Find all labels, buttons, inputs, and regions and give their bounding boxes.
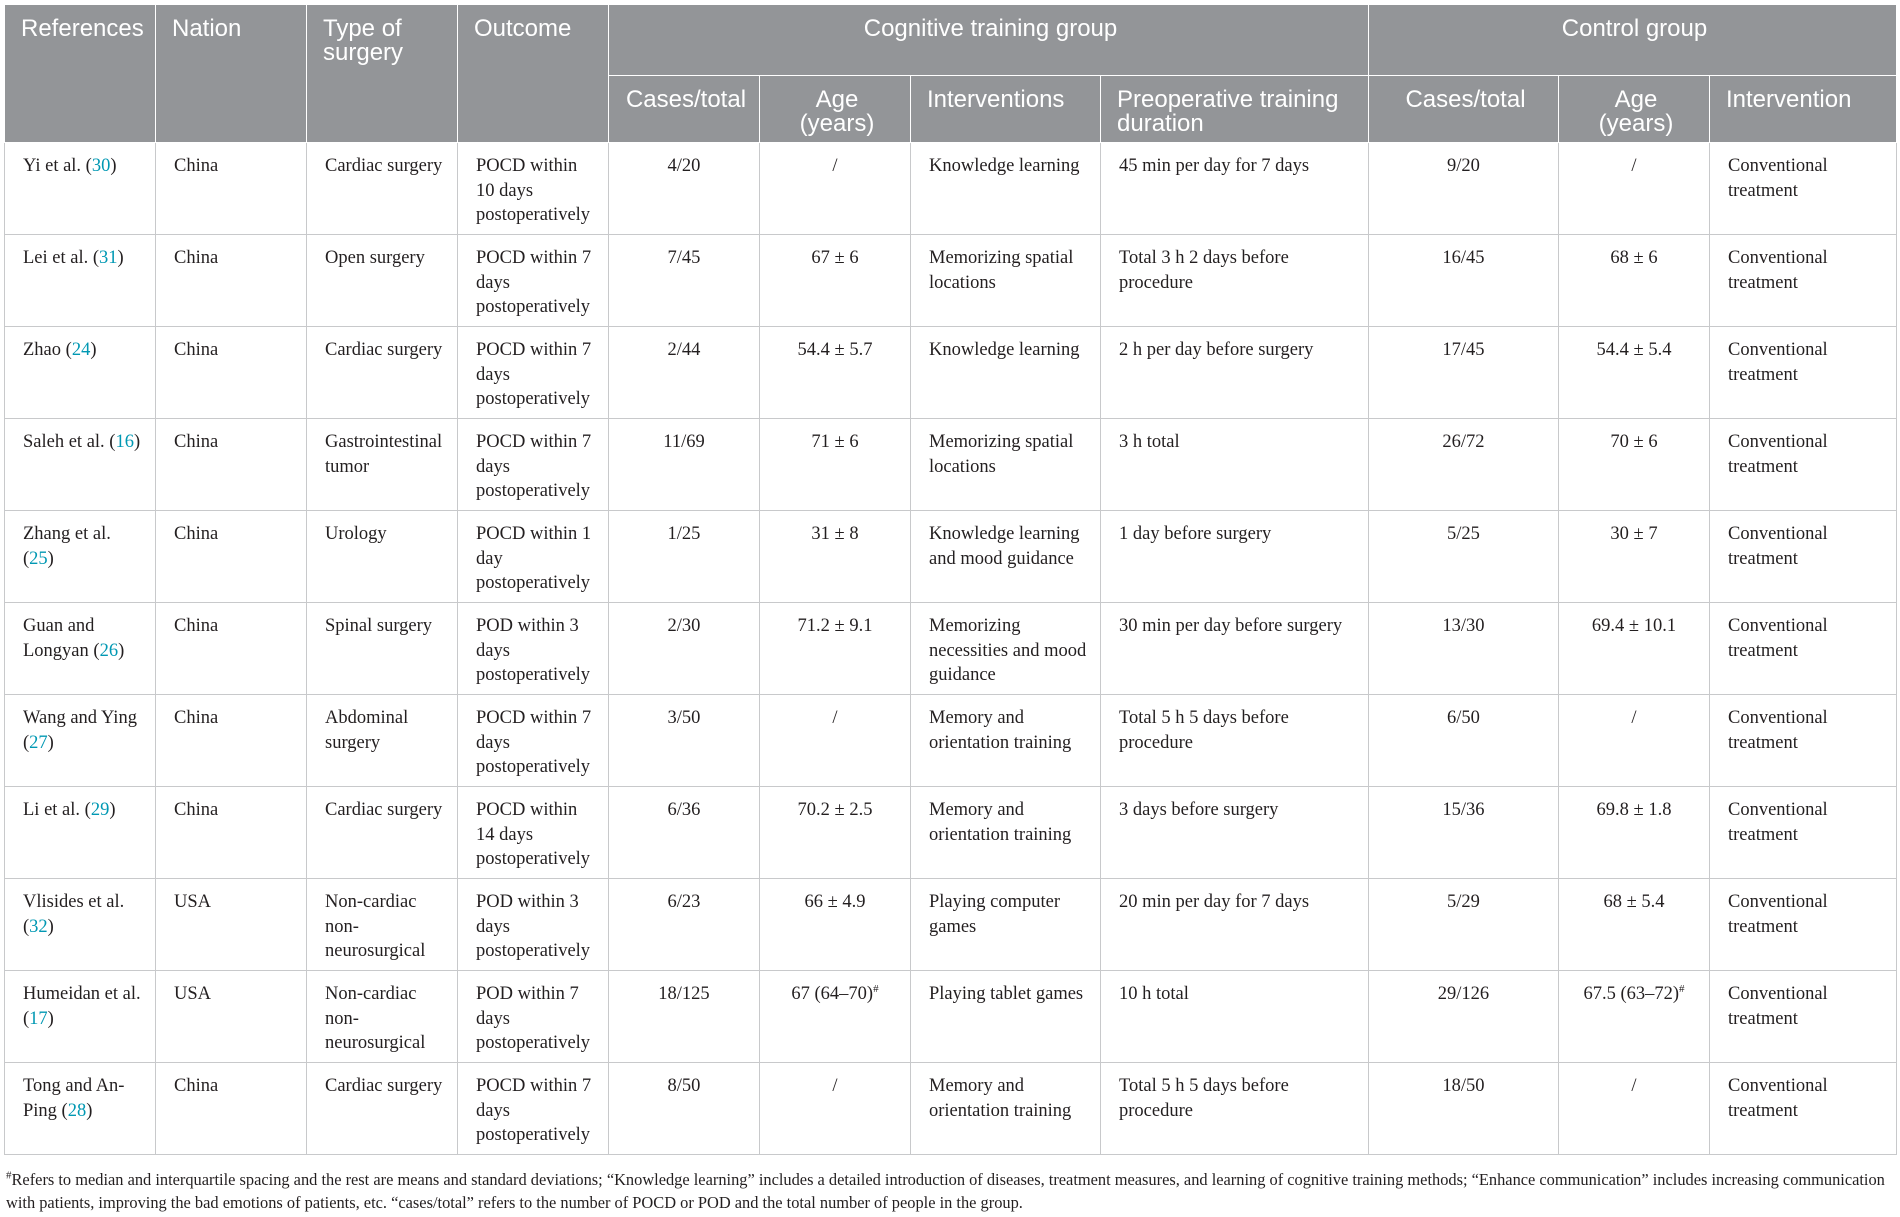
cell-outcome: POCD within 1 day postoperatively: [458, 511, 609, 603]
cell-cog-cases: 7/45: [609, 235, 760, 327]
cell-cog-duration: Total 5 h 5 days before procedure: [1101, 695, 1369, 787]
header-ctl-intervention: Intervention: [1710, 76, 1897, 143]
cell-cog-duration: 30 min per day before surgery: [1101, 603, 1369, 695]
cell-type-of-surgery: Spinal surgery: [307, 603, 458, 695]
cell-ctl-age: 70 ± 6: [1559, 419, 1710, 511]
cell-cog-age: 67 (64–70)#: [760, 971, 911, 1063]
cell-cog-age: /: [760, 695, 911, 787]
header-type-of-surgery: Type of surgery: [307, 5, 458, 143]
cell-ctl-cases: 15/36: [1369, 787, 1559, 879]
cell-cog-duration: 3 days before surgery: [1101, 787, 1369, 879]
cell-cog-intervention: Playing computer games: [911, 879, 1101, 971]
cell-cog-age: 71.2 ± 9.1: [760, 603, 911, 695]
header-cog-interventions: Interventions: [911, 76, 1101, 143]
cell-cog-age: /: [760, 143, 911, 235]
cell-cog-cases: 2/44: [609, 327, 760, 419]
cell-ctl-intervention: Conventional treatment: [1710, 603, 1897, 695]
cell-cog-cases: 3/50: [609, 695, 760, 787]
cell-type-of-surgery: Non-cardiac non-neurosurgical: [307, 971, 458, 1063]
header-cognitive-training-group: Cognitive training group: [609, 5, 1369, 76]
header-cog-cases: Cases/total: [609, 76, 760, 143]
cell-ctl-intervention: Conventional treatment: [1710, 787, 1897, 879]
cell-cog-age: 67 ± 6: [760, 235, 911, 327]
cell-nation: China: [156, 603, 307, 695]
table-row: [5, 603, 1897, 695]
cell-outcome: POD within 3 days postoperatively: [458, 879, 609, 971]
cell-reference: Saleh et al. (16): [5, 419, 156, 511]
cell-reference: Humeidan et al. (17): [5, 971, 156, 1063]
cell-ctl-intervention: Conventional treatment: [1710, 419, 1897, 511]
cell-type-of-surgery: Cardiac surgery: [307, 787, 458, 879]
cell-ctl-cases: 16/45: [1369, 235, 1559, 327]
cell-cog-intervention: Memorizing spatial locations: [911, 235, 1101, 327]
cell-cog-duration: 20 min per day for 7 days: [1101, 879, 1369, 971]
cell-nation: China: [156, 787, 307, 879]
cell-reference: Zhao (24): [5, 327, 156, 419]
cell-ctl-intervention: Conventional treatment: [1710, 1063, 1897, 1155]
cell-type-of-surgery: Gastrointestinal tumor: [307, 419, 458, 511]
cell-cog-age: 54.4 ± 5.7: [760, 327, 911, 419]
cell-cog-duration: 1 day before surgery: [1101, 511, 1369, 603]
cell-cog-intervention: Memorizing spatial locations: [911, 419, 1101, 511]
cell-nation: China: [156, 511, 307, 603]
cell-cog-cases: 4/20: [609, 143, 760, 235]
table-row: [5, 879, 1897, 971]
cell-ctl-cases: 13/30: [1369, 603, 1559, 695]
cell-ctl-intervention: Conventional treatment: [1710, 327, 1897, 419]
cell-ctl-intervention: Conventional treatment: [1710, 695, 1897, 787]
reference-link[interactable]: 29: [90, 800, 110, 820]
cell-ctl-cases: 9/20: [1369, 143, 1559, 235]
cell-nation: USA: [156, 971, 307, 1063]
cell-ctl-age: 67.5 (63–72)#: [1559, 971, 1710, 1063]
table-footnote: [6, 1168, 1896, 1214]
cell-cog-intervention: Knowledge learning and mood guidance: [911, 511, 1101, 603]
cell-ctl-age: 30 ± 7: [1559, 511, 1710, 603]
header-ctl-cases: Cases/total: [1369, 76, 1559, 143]
header-nation: Nation: [156, 5, 307, 143]
cell-cog-intervention: Memory and orientation training: [911, 1063, 1101, 1155]
cell-reference: Vlisides et al. (32): [5, 879, 156, 971]
cell-ctl-cases: 5/29: [1369, 879, 1559, 971]
cell-cog-age: 66 ± 4.9: [760, 879, 911, 971]
cell-cog-cases: 11/69: [609, 419, 760, 511]
cell-nation: China: [156, 327, 307, 419]
cell-outcome: POCD within 7 days postoperatively: [458, 1063, 609, 1155]
reference-link[interactable]: 25: [29, 548, 48, 569]
table-row: [5, 511, 1897, 603]
cell-type-of-surgery: Urology: [307, 511, 458, 603]
cell-ctl-age: /: [1559, 143, 1710, 235]
cell-cog-intervention: Knowledge learning: [911, 143, 1101, 235]
cell-ctl-age: 69.8 ± 1.8: [1559, 787, 1710, 879]
cell-reference: Tong and An-Ping (28): [5, 1063, 156, 1155]
table-row: [5, 971, 1897, 1063]
table-row: [5, 787, 1897, 879]
cell-cog-age: 31 ± 8: [760, 511, 911, 603]
cell-cog-intervention: Knowledge learning: [911, 327, 1101, 419]
cell-ctl-cases: 6/50: [1369, 695, 1559, 787]
header-ctl-age: Age (years): [1559, 76, 1710, 143]
cell-cog-cases: 6/36: [609, 787, 760, 879]
reference-link[interactable]: 31: [99, 248, 118, 268]
header-cog-age: Age (years): [760, 76, 911, 143]
cell-nation: USA: [156, 879, 307, 971]
table-row: [5, 419, 1897, 511]
cell-ctl-age: 68 ± 5.4: [1559, 879, 1710, 971]
cell-cog-duration: 2 h per day before surgery: [1101, 327, 1369, 419]
cell-nation: China: [156, 143, 307, 235]
cell-ctl-cases: 26/72: [1369, 419, 1559, 511]
cell-cog-duration: Total 3 h 2 days before procedure: [1101, 235, 1369, 327]
cell-ctl-age: 54.4 ± 5.4: [1559, 327, 1710, 419]
cell-ctl-intervention: Conventional treatment: [1710, 511, 1897, 603]
cell-cog-intervention: Playing tablet games: [911, 971, 1101, 1063]
cell-ctl-cases: 5/25: [1369, 511, 1559, 603]
cell-ctl-age: /: [1559, 695, 1710, 787]
cell-outcome: POD within 3 days postoperatively: [458, 603, 609, 695]
cell-type-of-surgery: Cardiac surgery: [307, 327, 458, 419]
table-row: [5, 695, 1897, 787]
footnote-text: Refers to median and interquartile spacing and the rest are means and standard deviations; “Knowledge learning” includes a detailed introduction of diseases, treatment measures, and learning of cognitive training methods; “Enhance communication” includes increasing communication with patients, improving the bad emotions of patients, etc. “cases/total” refers to the number of POCD or POD and the total number of people in the group.: [6, 1170, 1885, 1212]
cell-type-of-surgery: Cardiac surgery: [307, 143, 458, 235]
cell-type-of-surgery: Open surgery: [307, 235, 458, 327]
cell-cog-duration: 3 h total: [1101, 419, 1369, 511]
cell-cog-cases: 2/30: [609, 603, 760, 695]
reference-link[interactable]: 32: [29, 916, 48, 937]
cell-ctl-intervention: Conventional treatment: [1710, 235, 1897, 327]
cell-outcome: POCD within 14 days postoperatively: [458, 787, 609, 879]
header-cog-duration: Preoperative training duration: [1101, 76, 1369, 143]
cell-reference: Zhang et al. (25): [5, 511, 156, 603]
cell-cog-age: 70.2 ± 2.5: [760, 787, 911, 879]
cell-reference: Lei et al. (31): [5, 235, 156, 327]
cell-cog-duration: Total 5 h 5 days before procedure: [1101, 1063, 1369, 1155]
cell-cog-intervention: Memorizing necessities and mood guidance: [911, 603, 1101, 695]
cell-outcome: POCD within 7 days postoperatively: [458, 235, 609, 327]
cell-reference: Wang and Ying (27): [5, 695, 156, 787]
study-characteristics-table: [4, 4, 1897, 1155]
cell-outcome: POCD within 10 days postoperatively: [458, 143, 609, 235]
cell-cog-age: 71 ± 6: [760, 419, 911, 511]
table-row: [5, 235, 1897, 327]
cell-cog-cases: 6/23: [609, 879, 760, 971]
reference-link[interactable]: 17: [29, 1008, 48, 1029]
header-outcome: Outcome: [458, 5, 609, 143]
cell-ctl-age: 69.4 ± 10.1: [1559, 603, 1710, 695]
cell-cog-intervention: Memory and orientation training: [911, 787, 1101, 879]
cell-outcome: POCD within 7 days postoperatively: [458, 419, 609, 511]
cell-cog-cases: 18/125: [609, 971, 760, 1063]
footnote-mark: #: [6, 1169, 12, 1182]
cell-cog-age: /: [760, 1063, 911, 1155]
reference-link[interactable]: 26: [99, 640, 119, 661]
cell-cog-duration: 10 h total: [1101, 971, 1369, 1063]
cell-ctl-cases: 17/45: [1369, 327, 1559, 419]
cell-cog-cases: 1/25: [609, 511, 760, 603]
cell-type-of-surgery: Cardiac surgery: [307, 1063, 458, 1155]
cell-cog-intervention: Memory and orientation training: [911, 695, 1101, 787]
cell-ctl-intervention: Conventional treatment: [1710, 143, 1897, 235]
cell-ctl-intervention: Conventional treatment: [1710, 971, 1897, 1063]
table-container: [4, 4, 1896, 1155]
table-row: [5, 1063, 1897, 1155]
cell-cog-cases: 8/50: [609, 1063, 760, 1155]
table-row: [5, 327, 1897, 419]
header-references: References: [5, 5, 156, 143]
cell-outcome: POCD within 7 days postoperatively: [458, 695, 609, 787]
cell-ctl-cases: 18/50: [1369, 1063, 1559, 1155]
cell-ctl-intervention: Conventional treatment: [1710, 879, 1897, 971]
reference-link[interactable]: 28: [67, 1100, 87, 1121]
cell-outcome: POD within 7 days postoperatively: [458, 971, 609, 1063]
cell-reference: Guan and Longyan (26): [5, 603, 156, 695]
cell-type-of-surgery: Non-cardiac non-neurosurgical: [307, 879, 458, 971]
reference-link[interactable]: 27: [29, 732, 48, 753]
table-body: [5, 143, 1897, 1155]
cell-reference: Yi et al. (30): [5, 143, 156, 235]
cell-nation: China: [156, 419, 307, 511]
cell-reference: Li et al. (29): [5, 787, 156, 879]
reference-link[interactable]: 24: [71, 340, 91, 360]
cell-type-of-surgery: Abdominal surgery: [307, 695, 458, 787]
cell-ctl-cases: 29/126: [1369, 971, 1559, 1063]
cell-nation: China: [156, 695, 307, 787]
cell-ctl-age: /: [1559, 1063, 1710, 1155]
cell-nation: China: [156, 1063, 307, 1155]
header-control-group: Control group: [1369, 5, 1897, 76]
table-row: [5, 143, 1897, 235]
reference-link[interactable]: 16: [115, 432, 134, 452]
cell-ctl-age: 68 ± 6: [1559, 235, 1710, 327]
cell-cog-duration: 45 min per day for 7 days: [1101, 143, 1369, 235]
table-header: [5, 5, 1897, 143]
cell-outcome: POCD within 7 days postoperatively: [458, 327, 609, 419]
cell-nation: China: [156, 235, 307, 327]
reference-link[interactable]: 30: [91, 156, 111, 176]
